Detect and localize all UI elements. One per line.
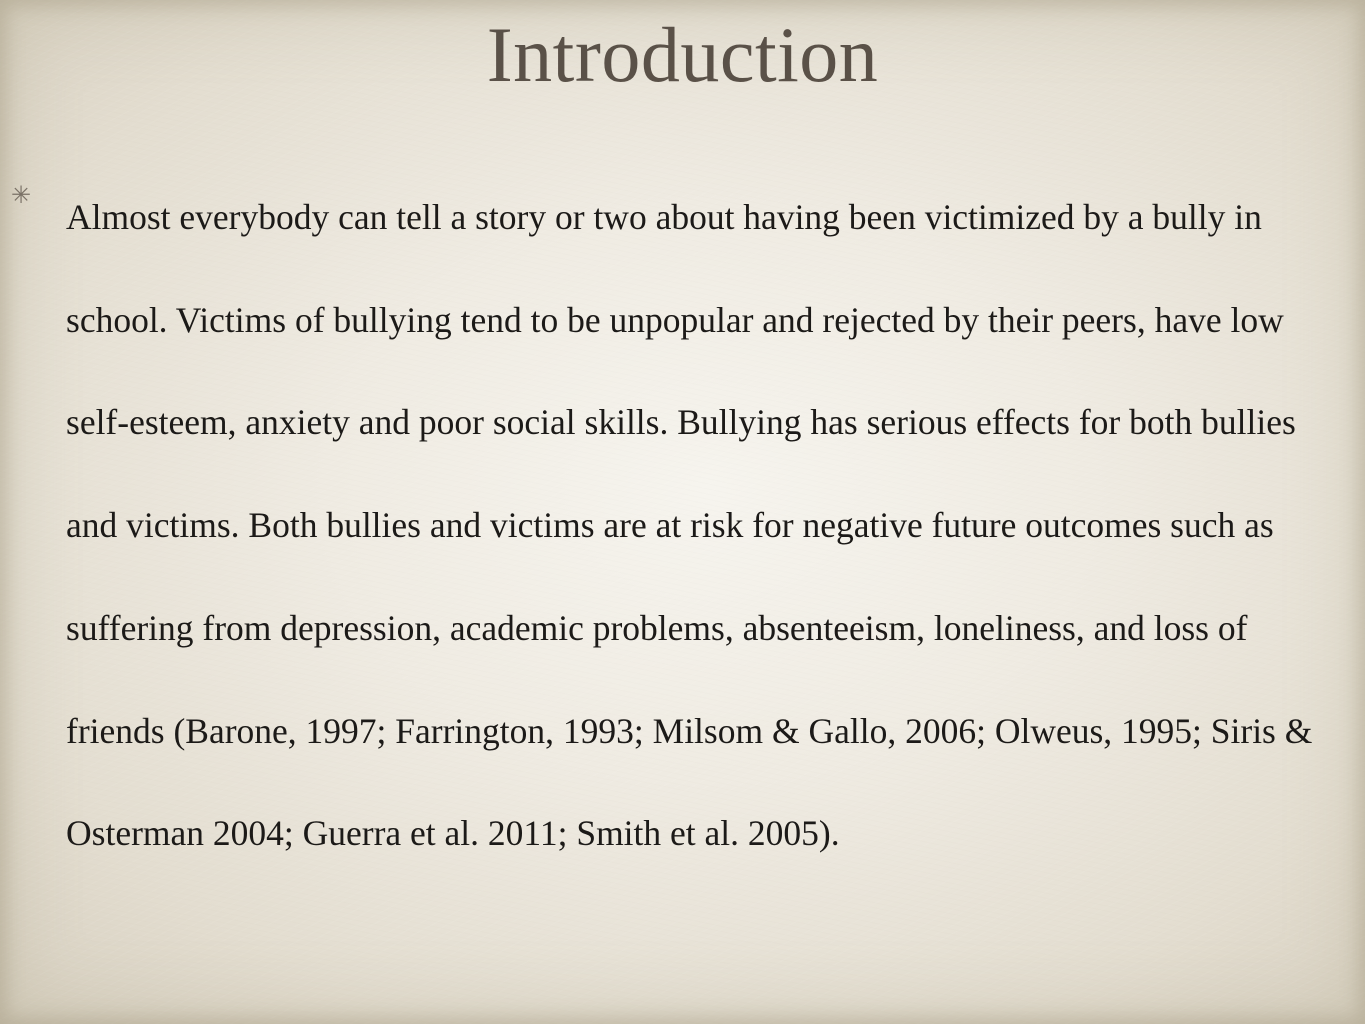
- slide-title: Introduction: [486, 11, 879, 98]
- bullet-text: Almost everybody can tell a story or two about having been victimized by a bully in school. Victims of bullying tend to be unpopular and rejected by their peers, have low self-esteem, anxiety and poor social skills. Bullying has serious effects for both bullies and victims. Both bullies and victims are at risk for negative future outcomes such as suffering from depression, academic problems, absenteeism, loneliness, and loss of friends (Barone, 1997; Farrington, 1993; Milsom & Gallo, 2006; Olweus, 1995; Siris & Osterman 2004; Guerra et al. 2011; Smith et al. 2005).: [66, 197, 1313, 854]
- asterisk-bullet-icon: ✳: [10, 183, 32, 209]
